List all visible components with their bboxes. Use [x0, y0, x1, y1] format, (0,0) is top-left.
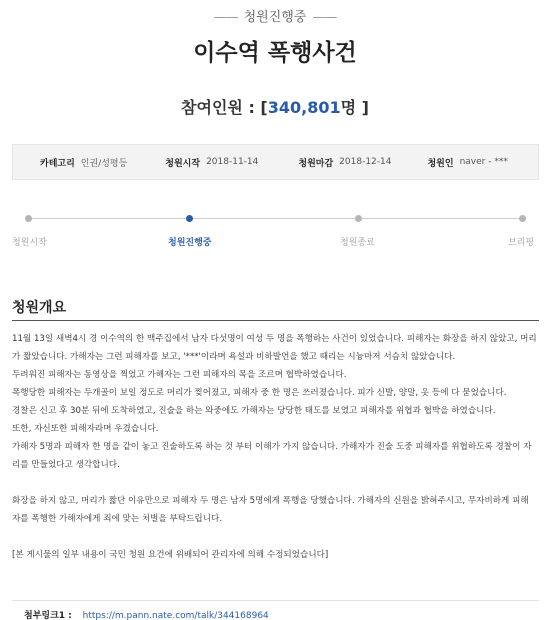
- end-label: 청원마감: [298, 158, 334, 169]
- left-dash: ——: [213, 10, 238, 25]
- body-line: 가 짧았습니다. 가해자는 그런 피해자를 보고, '***'이라며 욕설과 비하발언을 했고 때리는 시늉마저 서슴치 않았습니다.: [12, 352, 456, 362]
- author-value: naver - ***: [459, 157, 508, 167]
- attachment-divider: [12, 600, 539, 601]
- participants-suffix: 명 ]: [340, 98, 369, 117]
- body-line: 11월 13일 새벽4시 경 이수역의 한 맥주집에서 남자 다섯명이 여성 두 명을 폭행하는 사건이 있었습니다. 피해자는 화장을 하지 않았고, 머리: [12, 334, 537, 344]
- step-dot-start: [25, 215, 32, 222]
- participants-value: 340,801: [267, 98, 341, 117]
- step-dot-in-progress: [186, 215, 193, 222]
- body-line: 경찰은 신고 후 30분 뒤에 도착하였고, 진술을 하는 와중에도 가해자는 당당한 태도를 보였고 피해자를 위협과 협박을 하였습니다.: [12, 406, 496, 416]
- body-notice: [본 게시물의 일부 내용이 국민 청원 요건에 위배되어 관리자에 의해 수정되었습니다]: [12, 550, 329, 560]
- category-label: 카테고리: [40, 158, 75, 169]
- step-dot-closed: [355, 215, 362, 222]
- page-title: 이수역 폭행사건: [193, 40, 357, 66]
- step-label-start: 청원시작: [12, 238, 47, 248]
- step-label-closed: 청원종료: [340, 238, 375, 248]
- participants-label: 참여인원 : [: [181, 98, 268, 117]
- info-start-date: [165, 156, 258, 169]
- body-line: 또한, 자신또한 피해자라며 우겼습니다.: [12, 424, 159, 434]
- status-label: 청원진행중: [243, 10, 307, 25]
- paragraph-gap: [12, 528, 539, 546]
- petition-progress-tracker: [0, 210, 550, 250]
- info-author: [427, 156, 507, 169]
- progress-track: [28, 218, 522, 219]
- step-label-in-progress: 청원진행중: [168, 238, 212, 248]
- body-line: 두려워진 피해자는 동영상을 찍었고 가해자는 그런 피해자의 목을 조르며 협박하였습니다.: [12, 370, 347, 380]
- petition-status-line: [0, 6, 550, 25]
- step-label-briefing: 브리핑: [508, 238, 535, 248]
- body-line: 가해자 5명과 피해자 한 명을 같이 놓고 진술하도록 하는 것 부터 이해가 가지 않습니다. 가해자가 진술 도중 피해자를 위협하도록 경찰이 자: [12, 442, 532, 452]
- attachment-link[interactable]: https://m.pann.nate.com/talk/344168964: [82, 611, 269, 620]
- end-value: 2018-12-14: [339, 157, 392, 167]
- body-line: 자를 폭행한 가해자에게 죄에 맞는 처벌을 부탁드립니다.: [12, 514, 223, 524]
- author-label: 청원인: [427, 158, 454, 169]
- participants-count: [0, 95, 550, 118]
- paragraph-gap: [12, 474, 539, 492]
- category-value: 인권/성평등: [80, 158, 128, 169]
- petition-body: [12, 330, 539, 564]
- info-end-date: [298, 156, 391, 169]
- info-category: [40, 156, 127, 169]
- attachment-label: 첨부링크1 :: [24, 611, 72, 620]
- body-line: 리를 만들었다고 생각합니다.: [12, 460, 120, 470]
- petition-info-box: [12, 144, 539, 180]
- section-divider: [12, 320, 539, 321]
- attachment-row: [24, 608, 269, 620]
- body-line: 폭행당한 피해자는 두개골이 보일 정도로 머리가 찢어졌고, 피해자 중 한 명은 쓰러졌습니다. 피가 신발, 양말, 옷 등에 다 묻었습니다.: [12, 388, 507, 398]
- start-label: 청원시작: [165, 158, 201, 169]
- body-line: 화장을 하지 않고, 머리가 짧단 이유만으로 피해자 두 명은 남자 5명에게 폭행을 당했습니다. 가해자의 신원을 밝혀주시고, 무자비하게 피해: [12, 496, 529, 506]
- start-value: 2018-11-14: [206, 157, 259, 167]
- right-dash: ——: [312, 10, 337, 25]
- section-title: 청원개요: [12, 300, 67, 316]
- step-dot-briefing: [519, 215, 526, 222]
